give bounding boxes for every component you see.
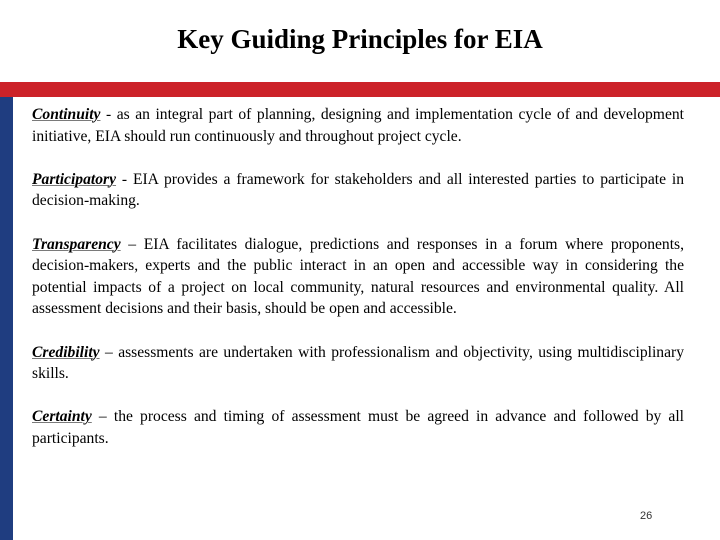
principle-term: Certainty (32, 408, 92, 426)
principle-separator: - (100, 106, 117, 123)
principle-text: EIA facilitates dialogue, predictions and responses in a forum where proponents, decision-makers, experts and the public interact in an open and accessible way in considering the potential impacts of a project on local community, natural resources and environmental quality. All assessment decisions and their basis, should be open and accessible. (32, 235, 685, 318)
page-number: 26 (640, 510, 653, 522)
principle-credibility (32, 342, 684, 385)
principle-text: assessments are undertaken with professionalism and objectivity, using multidisciplinary skills. (32, 343, 684, 383)
principle-separator: - (116, 170, 133, 188)
principle-term: Continuity (32, 106, 101, 123)
principle-separator: – (99, 343, 119, 361)
principle-continuity (32, 104, 684, 147)
principle-text: as an integral part of planning, designing and implementation cycle of and development initiative, EIA should run continuously and throughout project cycle. (32, 106, 684, 145)
principle-term: Participatory (32, 170, 117, 188)
principle-term: Transparency (32, 235, 121, 253)
page-title: Key Guiding Principles for EIA (177, 24, 543, 54)
title-accent-band (0, 82, 720, 97)
left-accent-bar (0, 97, 13, 540)
principle-transparency (32, 234, 684, 320)
principle-separator: – (91, 408, 114, 426)
principle-text: the process and timing of assessment must be agreed in advance and followed by all participants. (32, 408, 685, 447)
principle-text: EIA provides a framework for stakeholders and all interested parties to participate in decision-making. (32, 170, 684, 210)
principle-certainty (32, 406, 684, 449)
principle-participatory (32, 169, 684, 212)
principle-term: Credibility (32, 343, 100, 361)
principles-list (32, 104, 684, 471)
principle-separator: – (120, 235, 144, 253)
